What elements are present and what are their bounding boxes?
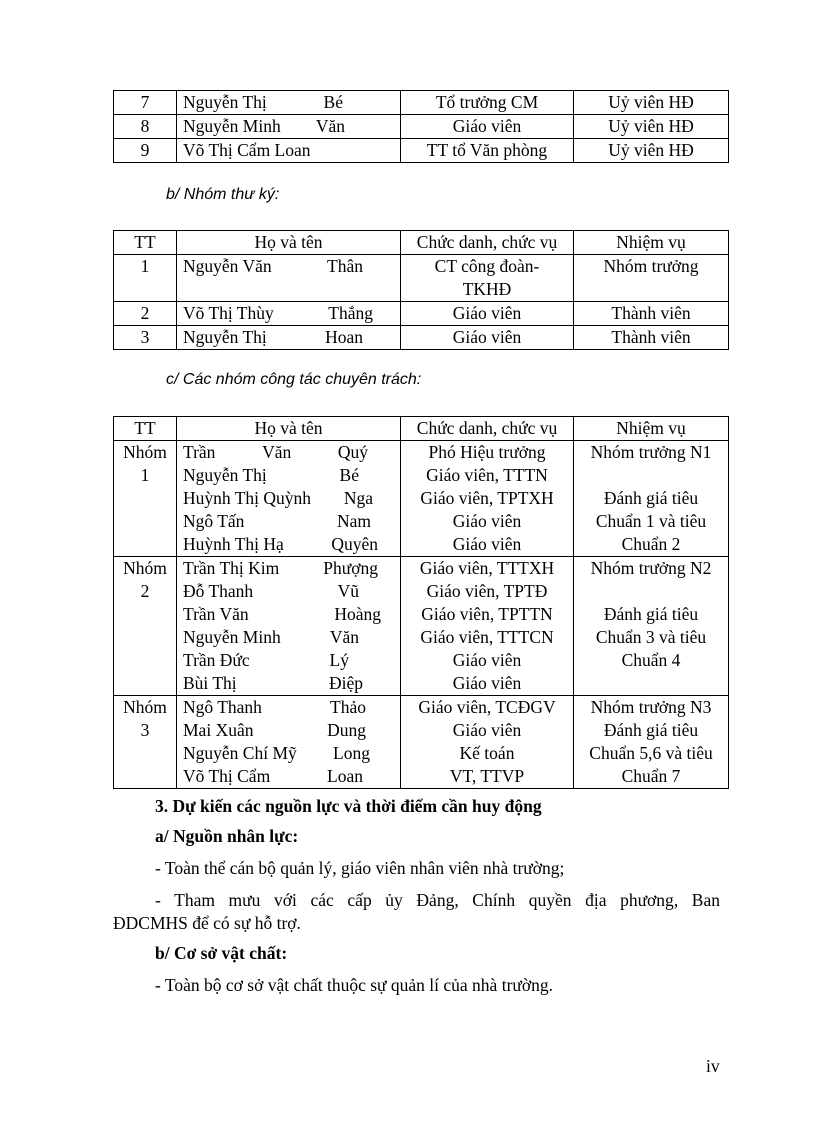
header-role: Nhiệm vụ (574, 231, 729, 255)
name-cell: Võ Thị Thùy Thắng (177, 302, 401, 326)
title-cell: TT tổ Văn phòng (401, 139, 574, 163)
tt-cell: 9 (114, 139, 177, 163)
header-title: Chức danh, chức vụ (401, 417, 574, 441)
table-row (114, 115, 729, 139)
table-row (114, 255, 729, 302)
titles-cell: Phó Hiệu trưởng Giáo viên, TTTN Giáo viên, TPTXH Giáo viên Giáo viên (401, 441, 574, 557)
paragraph-advisory-line-2: ĐDCMHS để có sự hỗ trợ. (113, 913, 301, 933)
header-title: Chức danh, chức vụ (401, 231, 574, 255)
subheading-facilities: b/ Cơ sở vật chất: (155, 943, 288, 963)
table-header-row (114, 417, 729, 441)
name-cell: Nguyễn Văn Thân (177, 255, 401, 302)
section-c-caption: c/ Các nhóm công tác chuyên trách: (166, 371, 422, 388)
working-groups-table (113, 416, 729, 789)
subheading-human-resources: a/ Nguồn nhân lực: (155, 826, 299, 846)
members-cell: Ngô Thanh Thảo Mai Xuân Dung Nguyễn Chí Mỹ Long Võ Thị Cẩm Loan (177, 696, 401, 789)
group-label: Nhóm 3 (114, 696, 177, 789)
tt-cell: 3 (114, 326, 177, 350)
tt-cell: 1 (114, 255, 177, 302)
header-name: Họ và tên (177, 417, 401, 441)
council-table (113, 90, 729, 163)
section-b-caption: b/ Nhóm thư ký: (166, 186, 280, 203)
header-name: Họ và tên (177, 231, 401, 255)
titles-cell: Giáo viên, TTTXH Giáo viên, TPTĐ Giáo viên, TPTTN Giáo viên, TTTCN Giáo viên Giáo viên (401, 557, 574, 696)
group-row (114, 696, 729, 789)
table-row (114, 139, 729, 163)
role-cell: Uỷ viên HĐ (574, 115, 729, 139)
table-row (114, 326, 729, 350)
title-cell: Giáo viên (401, 302, 574, 326)
paragraph-staff: - Toàn thể cán bộ quản lý, giáo viên nhân viên nhà trường; (155, 858, 565, 878)
role-cell: Uỷ viên HĐ (574, 139, 729, 163)
titles-cell: Giáo viên, TCĐGV Giáo viên Kế toán VT, TTVP (401, 696, 574, 789)
members-cell: Trần Văn Quý Nguyễn Thị Bé Huỳnh Thị Quỳnh Nga Ngô Tấn Nam Huỳnh Thị Hạ Quyên (177, 441, 401, 557)
role-cell: Thành viên (574, 302, 729, 326)
header-tt: TT (114, 231, 177, 255)
role-cell: Uỷ viên HĐ (574, 91, 729, 115)
paragraph-facilities: - Toàn bộ cơ sở vật chất thuộc sự quản lí của nhà trường. (155, 975, 554, 995)
name-cell: Nguyễn Minh Văn (177, 115, 401, 139)
role-cell: Thành viên (574, 326, 729, 350)
title-cell: CT công đoàn- TKHĐ (401, 255, 574, 302)
tasks-cell: Nhóm trưởng N1 Đánh giá tiêu Chuẩn 1 và tiêu Chuẩn 2 (574, 441, 729, 557)
members-cell: Trần Thị Kim Phượng Đỗ Thanh Vũ Trần Văn Hoàng Nguyễn Minh Văn Trần Đức Lý Bùi Thị Điệp (177, 557, 401, 696)
group-label: Nhóm 2 (114, 557, 177, 696)
title-cell: Giáo viên (401, 115, 574, 139)
role-cell: Nhóm trưởng (574, 255, 729, 302)
tasks-cell: Nhóm trưởng N2 Đánh giá tiêu Chuẩn 3 và tiêu Chuẩn 4 (574, 557, 729, 696)
tt-cell: 2 (114, 302, 177, 326)
header-tt: TT (114, 417, 177, 441)
tt-cell: 8 (114, 115, 177, 139)
paragraph-advisory-line-1: - Tham mưu với các cấp ủy Đảng, Chính quyền địa phương, Ban (155, 890, 720, 910)
header-role: Nhiệm vụ (574, 417, 729, 441)
table-row (114, 302, 729, 326)
tasks-cell: Nhóm trưởng N3 Đánh giá tiêu Chuẩn 5,6 và tiêu Chuẩn 7 (574, 696, 729, 789)
name-cell: Võ Thị Cẩm Loan (177, 139, 401, 163)
title-cell: Giáo viên (401, 326, 574, 350)
table-header-row (114, 231, 729, 255)
page-number: iv (706, 1056, 720, 1076)
group-row (114, 441, 729, 557)
secretary-table (113, 230, 729, 350)
name-cell: Nguyễn Thị Hoan (177, 326, 401, 350)
tt-cell: 7 (114, 91, 177, 115)
group-label: Nhóm 1 (114, 441, 177, 557)
group-row (114, 557, 729, 696)
title-cell: Tổ trưởng CM (401, 91, 574, 115)
table-row (114, 91, 729, 115)
name-cell: Nguyễn Thị Bé (177, 91, 401, 115)
section-3-heading: 3. Dự kiến các nguồn lực và thời điểm cần huy động (155, 796, 542, 816)
